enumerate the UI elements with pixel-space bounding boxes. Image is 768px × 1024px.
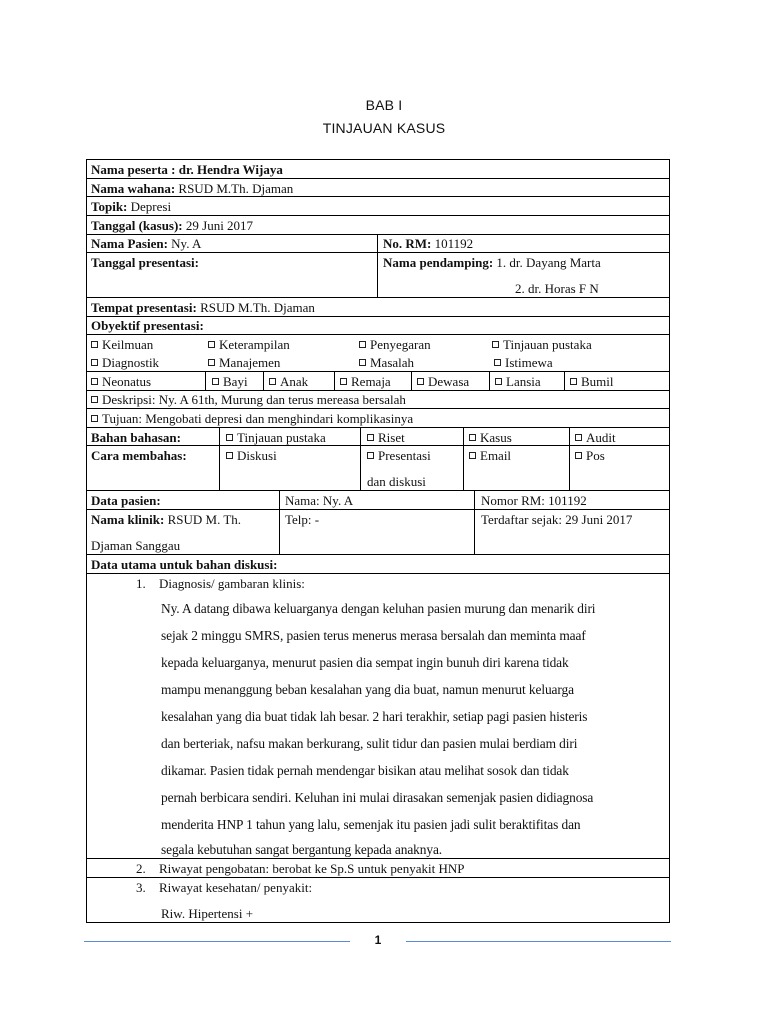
clinical-paragraph-line: kepada keluarganya, menurut pasien dia sempat ingin bunuh diri karena tidak: [161, 655, 569, 670]
method-pos[interactable]: [575, 448, 605, 463]
column-divider: [489, 371, 490, 390]
checkbox-icon[interactable]: [575, 434, 582, 441]
column-divider: [263, 371, 264, 390]
option-label: Email: [480, 448, 512, 463]
clinical-paragraph-line: menderita HNP 1 tahun yang lalu, semenjak itu pasien jadi sulit beraktifitas dan: [161, 817, 581, 832]
objective-keilmuan[interactable]: [91, 337, 153, 352]
item-3-text: Riw. Hipertensi +: [161, 906, 254, 921]
presentation-date-label: Tanggal presentasi:: [91, 255, 199, 270]
row-divider: [86, 196, 670, 197]
checkbox-icon[interactable]: [226, 452, 233, 459]
companion-1: 1. dr. Dayang Marta: [496, 255, 601, 270]
row-divider: [86, 427, 670, 428]
row-divider: [86, 334, 670, 335]
option-label: Tinjauan pustaka: [503, 337, 592, 352]
row-divider: [86, 858, 670, 859]
discussion-data-label: Data utama untuk bahan diskusi:: [91, 557, 278, 572]
clinical-paragraph-line: dan berteriak, nafsu makan berkurang, sulit tidur dan pasien mulai berdiam diri: [161, 736, 578, 751]
row-divider: [86, 445, 670, 446]
description-row[interactable]: [91, 392, 406, 407]
checkbox-icon[interactable]: [359, 359, 366, 366]
topik-value: Depresi: [130, 199, 172, 214]
column-divider: [564, 371, 565, 390]
checkbox-icon[interactable]: [469, 452, 476, 459]
objective-penyegaran[interactable]: [359, 337, 431, 352]
checkbox-icon[interactable]: [492, 341, 499, 348]
tanggal-label: Tanggal (kasus):: [91, 218, 183, 233]
topik-row: [91, 199, 171, 214]
option-label: Diskusi: [237, 448, 277, 463]
clinical-paragraph-line: pernah berbicara sendiri. Keluhan ini mulai dirasakan semenjak pasien didiagnosa: [161, 790, 594, 805]
checkbox-icon[interactable]: [417, 378, 424, 385]
column-divider: [411, 371, 412, 390]
wahana-label: Nama wahana:: [91, 181, 176, 196]
checkbox-icon[interactable]: [575, 452, 582, 459]
material-riset[interactable]: [367, 430, 405, 445]
row-divider: [86, 178, 670, 179]
column-divider: [360, 427, 361, 490]
record-number-cell: [383, 236, 473, 251]
row-divider: [86, 234, 670, 235]
method-label: Cara membahas:: [91, 448, 187, 463]
companion-2: 2. dr. Horas F N: [515, 281, 599, 296]
page-number: 1: [374, 933, 382, 947]
option-label: Dewasa: [428, 374, 470, 389]
column-divider: [377, 234, 378, 297]
objective-diagnostik[interactable]: [91, 355, 159, 370]
wahana-row: [91, 181, 293, 196]
checkbox-icon[interactable]: [212, 378, 219, 385]
option-label: Manajemen: [219, 355, 281, 370]
phone: Telp: -: [285, 512, 320, 527]
patient-data-label: Data pasien:: [91, 493, 161, 508]
row-divider: [86, 573, 670, 574]
column-divider: [279, 490, 280, 554]
patient-name-label: Nama Pasien:: [91, 236, 168, 251]
checkbox-icon[interactable]: [91, 378, 98, 385]
goal-text: Tujuan: Mengobati depresi dan menghindari komplikasinya: [102, 411, 414, 426]
option-label: Pos: [586, 448, 605, 463]
clinical-paragraph-line: Ny. A datang dibawa keluarganya dengan keluhan pasien murung dan menarik diri: [161, 601, 596, 616]
clinical-paragraph-line: segala kebutuhan sangat bergantung kepada anaknya.: [161, 842, 443, 857]
objective-tinjauan-pustaka[interactable]: [492, 337, 592, 352]
checkbox-icon[interactable]: [495, 378, 502, 385]
row-divider: [86, 252, 670, 253]
item-1-title: Diagnosis/ gambaran klinis:: [159, 576, 305, 591]
row-divider: [86, 877, 670, 878]
option-label: Remaja: [351, 374, 391, 389]
item-2-text: Riwayat pengobatan: berobat ke Sp.S untuk penyakit HNP: [159, 861, 465, 876]
method-email[interactable]: [469, 448, 511, 463]
option-label: Keterampilan: [219, 337, 290, 352]
clinic-value-line2: Djaman Sanggau: [91, 538, 181, 553]
record-number-value: 101192: [434, 236, 474, 251]
venue-row: [91, 300, 315, 315]
row-divider: [86, 554, 670, 555]
clinical-paragraph-line: kesalahan yang dia buat tidak lah besar. 2 hari terakhir, setiap pagi pasien histeris: [161, 709, 588, 724]
checkbox-icon[interactable]: [367, 434, 374, 441]
objective-keterampilan[interactable]: [208, 337, 290, 352]
column-divider: [463, 427, 464, 490]
column-divider: [219, 427, 220, 490]
venue-label: Tempat presentasi:: [91, 300, 197, 315]
material-kasus[interactable]: [469, 430, 512, 445]
option-label: Istimewa: [505, 355, 553, 370]
patient-data-record: Nomor RM: 101192: [481, 493, 587, 508]
goal-row[interactable]: [91, 411, 413, 426]
checkbox-icon[interactable]: [469, 434, 476, 441]
objective-istimewa[interactable]: [494, 355, 553, 370]
checkbox-icon[interactable]: [91, 341, 98, 348]
material-label: Bahan bahasan:: [91, 430, 181, 445]
option-label: Riset: [378, 430, 405, 445]
method-presentasi-line2: dan diskusi: [367, 474, 426, 489]
option-label: Diagnostik: [102, 355, 160, 370]
column-divider: [474, 490, 475, 554]
checkbox-icon[interactable]: [91, 396, 98, 403]
option-label: Anak: [280, 374, 309, 389]
option-label: Bumil: [581, 374, 614, 389]
objective-label: Obyektif presentasi:: [91, 318, 204, 333]
method-presentasi[interactable]: [367, 448, 431, 463]
objective-anak[interactable]: [269, 374, 308, 389]
patient-name-value: Ny. A: [171, 236, 202, 251]
objective-bayi[interactable]: [212, 374, 248, 389]
checkbox-icon[interactable]: [91, 359, 98, 366]
patient-data-name: Nama: Ny. A: [285, 493, 354, 508]
footer-line-right: [406, 941, 671, 942]
participant-name: Nama peserta : dr. Hendra Wijaya: [91, 162, 283, 177]
item-1-number: 1.: [136, 576, 146, 591]
clinic-value: RSUD M. Th.: [167, 512, 242, 527]
clinic-cell: [91, 512, 241, 527]
wahana-value: RSUD M.Th. Djaman: [178, 181, 294, 196]
option-label: Keilmuan: [102, 337, 154, 352]
objective-manajemen[interactable]: [208, 355, 280, 370]
objective-bumil[interactable]: [570, 374, 614, 389]
row-divider: [86, 371, 670, 372]
material-tinjauan-pustaka[interactable]: [226, 430, 326, 445]
option-label: Bayi: [223, 374, 248, 389]
objective-lansia[interactable]: [495, 374, 541, 389]
option-label: Presentasi: [378, 448, 431, 463]
description-text: Deskripsi: Ny. A 61th, Murung dan terus mereasa bersalah: [102, 392, 406, 407]
item-3-title: Riwayat kesehatan/ penyakit:: [159, 880, 313, 895]
option-label: Kasus: [480, 430, 512, 445]
option-label: Penyegaran: [370, 337, 431, 352]
checkbox-icon[interactable]: [359, 341, 366, 348]
objective-neonatus[interactable]: [91, 374, 151, 389]
clinical-paragraph-line: mampu menanggung beban kesalahan yang dia buat, namun menurut keluarga: [161, 682, 574, 697]
patient-name-cell: [91, 236, 201, 251]
checkbox-icon[interactable]: [208, 359, 215, 366]
registered-since: Terdaftar sejak: 29 Juni 2017: [481, 512, 633, 527]
objective-remaja[interactable]: [340, 374, 391, 389]
checkbox-icon[interactable]: [494, 359, 501, 366]
option-label: Audit: [586, 430, 616, 445]
row-divider: [86, 408, 670, 409]
option-label: Tinjauan pustaka: [237, 430, 326, 445]
item-3-number: 3.: [136, 880, 146, 895]
venue-value: RSUD M.Th. Djaman: [200, 300, 315, 315]
checkbox-icon[interactable]: [367, 452, 374, 459]
row-divider: [86, 297, 670, 298]
objective-masalah[interactable]: [359, 355, 414, 370]
companion-cell: [383, 255, 601, 270]
column-divider: [569, 427, 570, 490]
row-divider: [86, 390, 670, 391]
column-divider: [334, 371, 335, 390]
checkbox-icon[interactable]: [226, 434, 233, 441]
checkbox-icon[interactable]: [570, 378, 577, 385]
option-label: Neonatus: [102, 374, 152, 389]
record-number-label: No. RM:: [383, 236, 432, 251]
clinical-paragraph-line: sejak 2 minggu SMRS, pasien terus menerus merasa bersalah dan meminta maaf: [161, 628, 586, 643]
option-label: Masalah: [370, 355, 415, 370]
checkbox-icon[interactable]: [340, 378, 347, 385]
row-divider: [86, 509, 670, 510]
item-2-number: 2.: [136, 861, 146, 876]
chapter-title: TINJAUAN KASUS: [322, 120, 446, 136]
checkbox-icon[interactable]: [208, 341, 215, 348]
tanggal-row: [91, 218, 253, 233]
material-audit[interactable]: [575, 430, 616, 445]
companion-label: Nama pendamping:: [383, 255, 494, 270]
method-diskusi[interactable]: [226, 448, 277, 463]
column-divider: [205, 371, 206, 390]
checkbox-icon[interactable]: [91, 415, 98, 422]
tanggal-value: 29 Juni 2017: [185, 218, 254, 233]
chapter-heading: BAB I: [365, 97, 403, 113]
row-divider: [86, 215, 670, 216]
checkbox-icon[interactable]: [269, 378, 276, 385]
objective-dewasa[interactable]: [417, 374, 469, 389]
clinic-label: Nama klinik:: [91, 512, 165, 527]
topik-label: Topik:: [91, 199, 128, 214]
option-label: Lansia: [506, 374, 541, 389]
row-divider: [86, 490, 670, 491]
clinical-paragraph-line: dikamar. Pasien tidak pernah mendengar bisikan atau melihat sosok dan tidak: [161, 763, 569, 778]
row-divider: [86, 316, 670, 317]
footer-line-left: [84, 941, 350, 942]
